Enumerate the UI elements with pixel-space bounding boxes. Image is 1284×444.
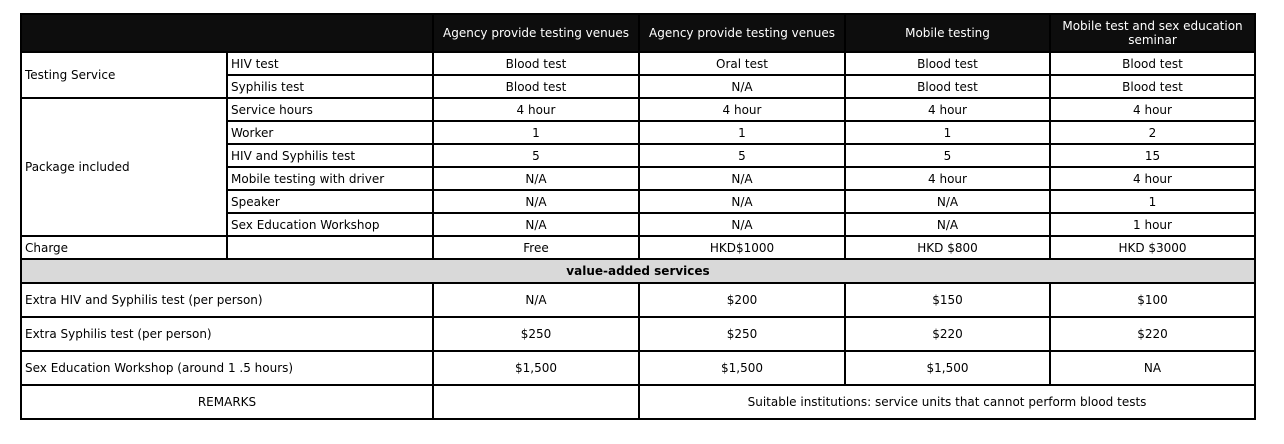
- cell: Blood test: [433, 75, 639, 98]
- cell: 4 hour: [639, 98, 845, 121]
- row-label: Sex Education Workshop: [227, 213, 433, 236]
- pricing-table: [20, 13, 1256, 420]
- header-blank: [21, 14, 433, 52]
- cell: 4 hour: [433, 98, 639, 121]
- cell: 4 hour: [1050, 167, 1255, 190]
- cell: 1: [1050, 190, 1255, 213]
- cell: 15: [1050, 144, 1255, 167]
- cell: 4 hour: [1050, 98, 1255, 121]
- cell: $1,500: [845, 351, 1050, 385]
- cell: $100: [1050, 283, 1255, 317]
- cell: N/A: [845, 213, 1050, 236]
- charge-row: [21, 236, 1255, 259]
- cell: Blood test: [845, 52, 1050, 75]
- table-row: [21, 52, 1255, 75]
- cell: $1,500: [639, 351, 845, 385]
- header-col3: Mobile testing: [845, 14, 1050, 52]
- charge-blank: [227, 236, 433, 259]
- row-label: Worker: [227, 121, 433, 144]
- row-label: Speaker: [227, 190, 433, 213]
- cell: 4 hour: [845, 98, 1050, 121]
- header-col4: Mobile test and sex education seminar: [1050, 14, 1255, 52]
- cell: $220: [1050, 317, 1255, 351]
- cell: 4 hour: [845, 167, 1050, 190]
- charge-label: Charge: [21, 236, 227, 259]
- cell: 1: [845, 121, 1050, 144]
- cell: N/A: [845, 190, 1050, 213]
- cell: Oral test: [639, 52, 845, 75]
- cell: 1 hour: [1050, 213, 1255, 236]
- testing-service-label: Testing Service: [21, 52, 227, 98]
- cell: Blood test: [1050, 75, 1255, 98]
- cell: NA: [1050, 351, 1255, 385]
- row-label: Mobile testing with driver: [227, 167, 433, 190]
- cell: $150: [845, 283, 1050, 317]
- header-row: [21, 14, 1255, 52]
- table-row: [21, 317, 1255, 351]
- pricing-table-container: [20, 13, 1256, 420]
- cell: $1,500: [433, 351, 639, 385]
- cell: N/A: [639, 167, 845, 190]
- cell: 5: [433, 144, 639, 167]
- cell: N/A: [433, 283, 639, 317]
- cell: 1: [433, 121, 639, 144]
- table-row: [21, 283, 1255, 317]
- cell: $220: [845, 317, 1050, 351]
- table-row: [21, 98, 1255, 121]
- cell: Free: [433, 236, 639, 259]
- cell: N/A: [433, 190, 639, 213]
- row-label: Service hours: [227, 98, 433, 121]
- cell: 1: [639, 121, 845, 144]
- cell: Blood test: [1050, 52, 1255, 75]
- row-label: HIV and Syphilis test: [227, 144, 433, 167]
- remarks-blank: [433, 385, 639, 419]
- cell: 2: [1050, 121, 1255, 144]
- remarks-label: REMARKS: [21, 385, 433, 419]
- header-col1: Agency provide testing venues: [433, 14, 639, 52]
- row-label: HIV test: [227, 52, 433, 75]
- cell: Blood test: [845, 75, 1050, 98]
- cell: Blood test: [433, 52, 639, 75]
- cell: 5: [845, 144, 1050, 167]
- package-label: Package included: [21, 98, 227, 236]
- value-added-header-row: [21, 259, 1255, 283]
- header-col2: Agency provide testing venues: [639, 14, 845, 52]
- remarks-row: [21, 385, 1255, 419]
- cell: 5: [639, 144, 845, 167]
- cell: $250: [433, 317, 639, 351]
- cell: N/A: [433, 213, 639, 236]
- cell: N/A: [639, 75, 845, 98]
- cell: N/A: [433, 167, 639, 190]
- cell: $250: [639, 317, 845, 351]
- cell: HKD $3000: [1050, 236, 1255, 259]
- cell: HKD$1000: [639, 236, 845, 259]
- row-label: Syphilis test: [227, 75, 433, 98]
- remarks-text: Suitable institutions: service units that cannot perform blood tests: [639, 385, 1255, 419]
- table-row: [21, 351, 1255, 385]
- row-label: Extra HIV and Syphilis test (per person): [21, 283, 433, 317]
- value-added-title: value-added services: [21, 259, 1255, 283]
- row-label: Extra Syphilis test (per person): [21, 317, 433, 351]
- cell: N/A: [639, 213, 845, 236]
- cell: $200: [639, 283, 845, 317]
- row-label: Sex Education Workshop (around 1 .5 hours): [21, 351, 433, 385]
- cell: HKD $800: [845, 236, 1050, 259]
- cell: N/A: [639, 190, 845, 213]
